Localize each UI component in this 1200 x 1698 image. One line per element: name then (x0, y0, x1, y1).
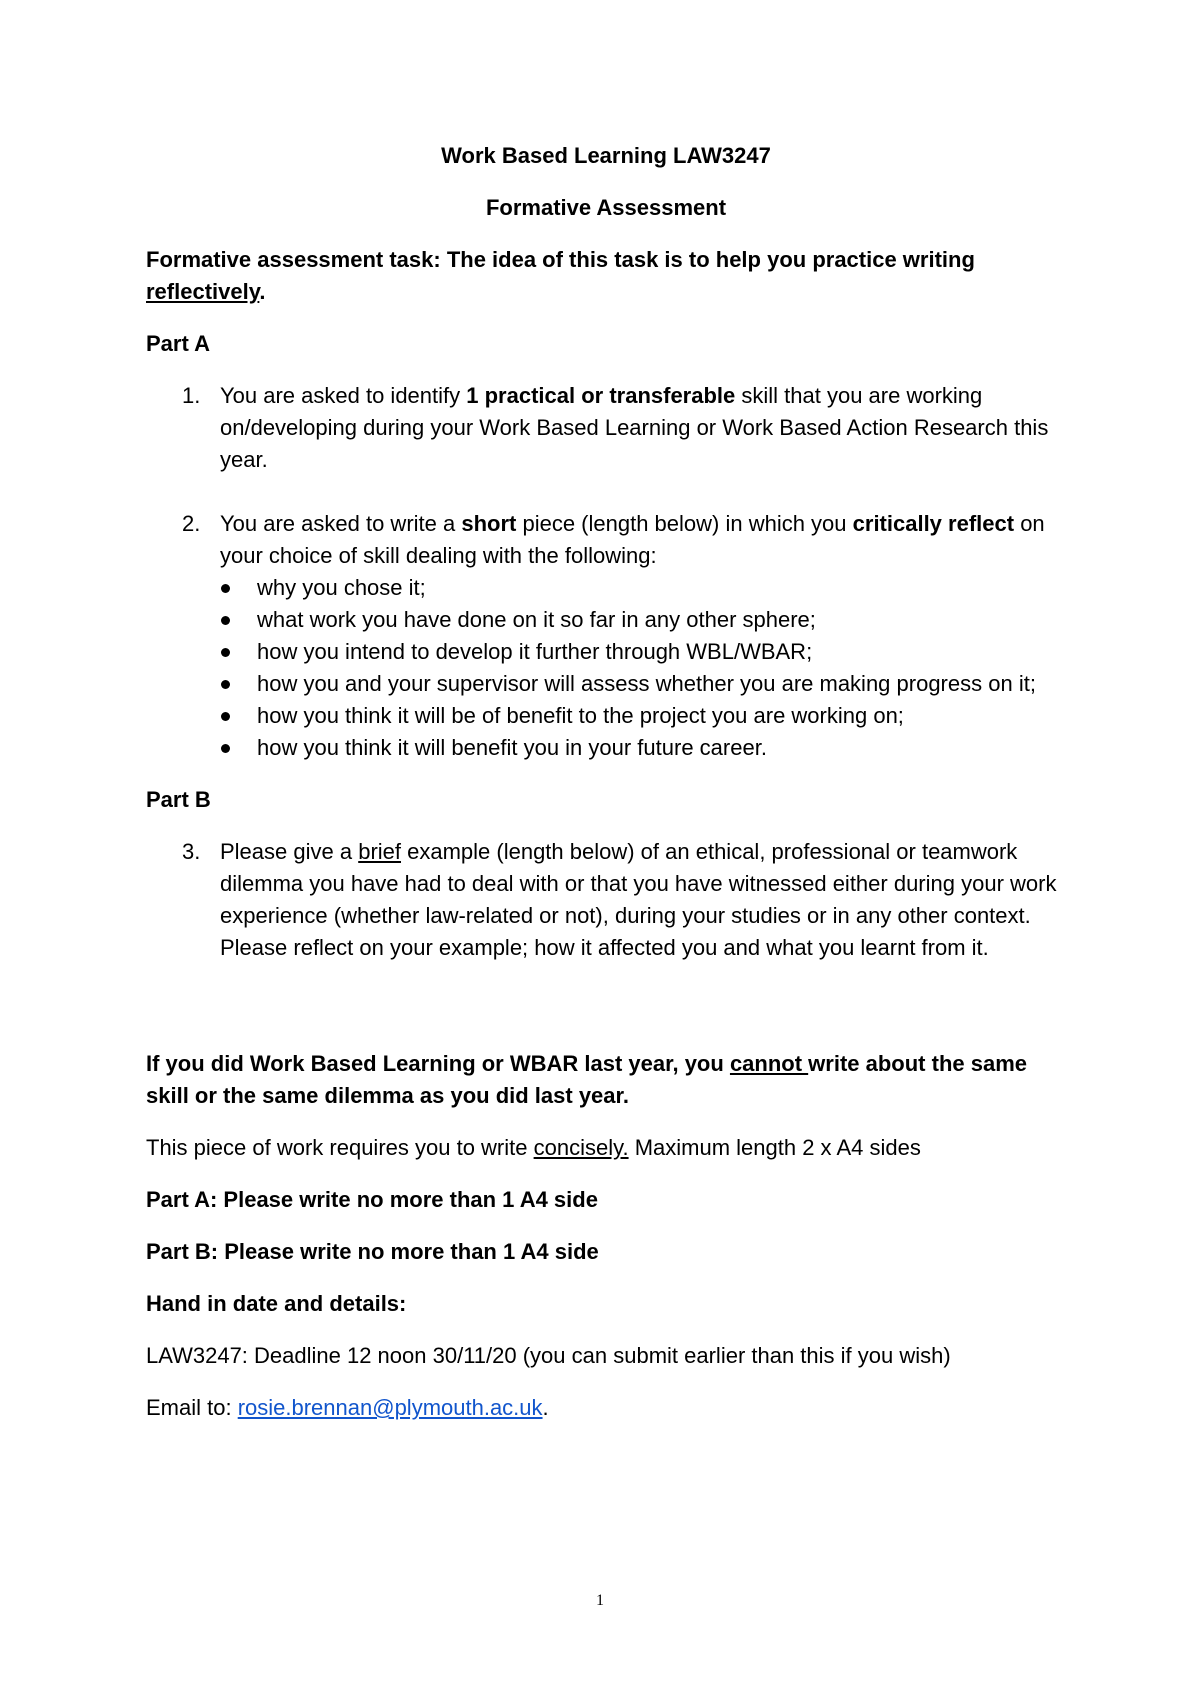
part-b-heading: Part B (146, 787, 211, 812)
intro-period: . (259, 279, 266, 304)
item2-bold-short: short (461, 511, 517, 536)
bullet-text: why you chose it; (257, 575, 426, 600)
item1-bold: 1 practical or transferable (466, 383, 736, 408)
bullet-text: what work you have done on it so far in any other sphere; (257, 607, 816, 632)
bullet-text: how you intend to develop it further through WBL/WBAR; (257, 639, 813, 664)
page-number: 1 (596, 1592, 604, 1609)
list-item (220, 732, 1066, 764)
list-number: 1. (182, 383, 201, 408)
email-label: Email to: (146, 1395, 238, 1420)
email-paragraph (146, 1392, 1066, 1424)
item1-text-end: skill that you are working on/developing during your Work Based Learning or Work Based Action Research this year. (220, 383, 1049, 472)
bullet-text: how you and your supervisor will assess whether you are making progress on it; (257, 671, 1036, 696)
intro-text: Formative assessment task: The idea of this task is to help you practice writing (146, 247, 975, 272)
list-item (220, 572, 1066, 604)
bullet-icon (221, 584, 230, 593)
deadline-text: LAW3247: Deadline 12 noon 30/11/20 (you can submit earlier than this if you wish) (146, 1343, 951, 1368)
bullet-icon (221, 616, 230, 625)
hand-in-heading: Hand in date and details: (146, 1291, 407, 1316)
email-period: . (542, 1395, 549, 1420)
bullet-text: how you think it will be of benefit to the project you are working on; (257, 703, 904, 728)
bullet-icon (221, 648, 230, 657)
item3-text-end: example (length below) of an ethical, professional or teamwork dilemma you have had to deal with or that you have witnessed either during your work experience (whether law-related or not), during your studies or in any other context. Please reflect on your example; how it affected you and what you learnt from it. (220, 839, 1057, 960)
intro-underlined-word: reflectively (146, 279, 260, 304)
notice-text-end: write about the same skill or the same dilemma as you did last year. (146, 1051, 1028, 1108)
part-a-limit: Part A: Please write no more than 1 A4 side (146, 1187, 598, 1212)
notice-text: If you did Work Based Learning or WBAR last year, you (146, 1051, 730, 1076)
bullet-icon (221, 712, 230, 721)
item2-text: You are asked to write a (220, 511, 462, 536)
part-b-limit: Part B: Please write no more than 1 A4 side (146, 1239, 599, 1264)
bullet-icon (221, 744, 230, 753)
list-item-2 (146, 508, 1066, 764)
bullet-list (220, 572, 1066, 764)
list-item-1 (146, 380, 1066, 476)
bullet-icon (221, 680, 230, 689)
part-a-heading: Part A (146, 331, 210, 356)
item2-text-end: on your choice of skill dealing with the following: (220, 511, 1045, 568)
list-number: 3. (182, 839, 201, 864)
list-item (220, 604, 1066, 636)
length-note-text-end: Maximum length 2 x A4 sides (628, 1135, 921, 1160)
item2-bold-critically-reflect: critically reflect (852, 511, 1015, 536)
document-title: Work Based Learning LAW3247 (441, 143, 771, 168)
list-item (220, 636, 1066, 668)
document-subtitle: Formative Assessment (485, 195, 727, 220)
item1-text: You are asked to identify (220, 383, 467, 408)
list-number: 2. (182, 511, 201, 536)
length-note-underlined: concisely. (533, 1135, 629, 1160)
list-item (220, 700, 1066, 732)
length-note (146, 1132, 1066, 1164)
list-item-3 (146, 836, 1066, 964)
item3-text: Please give a (220, 839, 359, 864)
document-page (146, 140, 1066, 1444)
bullet-text: how you think it will benefit you in your future career. (257, 735, 767, 760)
email-link[interactable]: rosie.brennan@plymouth.ac.uk (237, 1395, 543, 1420)
item3-underlined-brief: brief (358, 839, 401, 864)
list-item (220, 668, 1066, 700)
notice-paragraph (146, 1048, 1066, 1112)
notice-underlined-cannot: cannot (729, 1051, 809, 1076)
intro-paragraph (146, 244, 1066, 308)
length-note-text: This piece of work requires you to write (146, 1135, 534, 1160)
item2-text-mid: piece (length below) in which you (516, 511, 853, 536)
